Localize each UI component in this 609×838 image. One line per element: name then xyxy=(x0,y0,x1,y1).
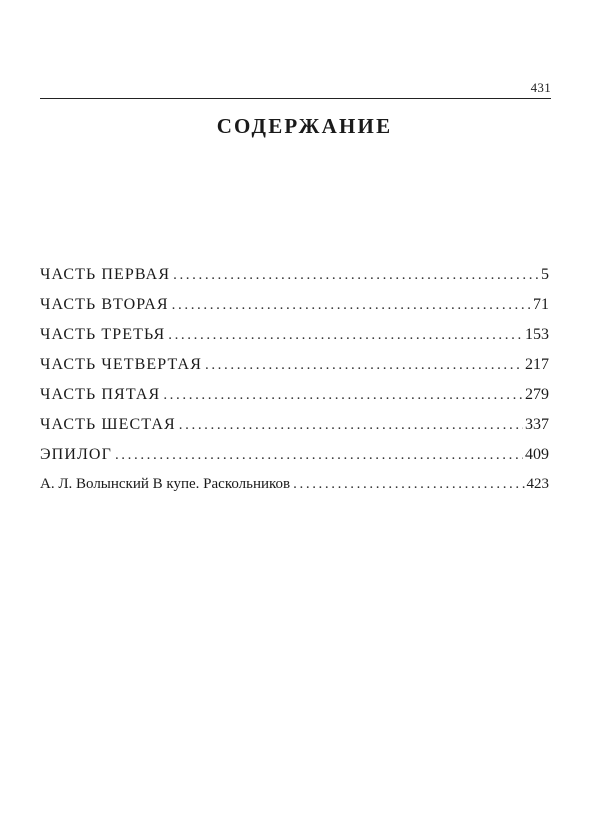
toc-entry-epilogue[interactable] xyxy=(40,446,549,476)
toc-entry-label: ЧАСТЬ ШЕСТАЯ xyxy=(40,416,176,433)
page-title: СОДЕРЖАНИЕ xyxy=(216,114,393,138)
header-rule xyxy=(40,98,551,99)
table-of-contents xyxy=(40,266,549,506)
toc-entry-part-3[interactable] xyxy=(40,326,549,356)
toc-entry-page: 71 xyxy=(533,296,549,313)
toc-entry-page: 279 xyxy=(525,386,549,403)
toc-entry-label: А. Л. Волынский В купе. Раскольников xyxy=(40,476,291,492)
toc-entry-page: 423 xyxy=(526,476,549,492)
dot-leader xyxy=(179,417,523,434)
toc-entry-page: 409 xyxy=(525,446,549,463)
dot-leader xyxy=(205,357,523,374)
toc-entry-page: 337 xyxy=(525,416,549,433)
toc-entry-part-1[interactable] xyxy=(40,266,549,296)
toc-entry-label: ЧАСТЬ ТРЕТЬЯ xyxy=(40,326,166,343)
toc-entry-page: 217 xyxy=(525,356,549,373)
toc-entry-volynsky-article[interactable] xyxy=(40,476,549,506)
dot-leader xyxy=(163,387,523,404)
toc-entry-label: ЧАСТЬ ПЕРВАЯ xyxy=(40,266,171,283)
toc-entry-label: ЧАСТЬ ВТОРАЯ xyxy=(40,296,169,313)
page-number: 431 xyxy=(530,80,551,95)
dot-leader xyxy=(168,327,523,344)
toc-entry-part-4[interactable] xyxy=(40,356,549,386)
toc-entry-page: 153 xyxy=(525,326,549,343)
toc-entry-label: ЭПИЛОГ xyxy=(40,446,112,463)
dot-leader xyxy=(293,476,524,493)
toc-entry-part-5[interactable] xyxy=(40,386,549,416)
toc-entry-part-2[interactable] xyxy=(40,296,549,326)
toc-entry-part-6[interactable] xyxy=(40,416,549,446)
toc-entry-page: 5 xyxy=(541,266,549,283)
dot-leader xyxy=(115,447,523,464)
dot-leader xyxy=(173,267,539,284)
toc-entry-label: ЧАСТЬ ЧЕТВЕРТАЯ xyxy=(40,356,202,373)
dot-leader xyxy=(172,297,531,314)
toc-entry-label: ЧАСТЬ ПЯТАЯ xyxy=(40,386,161,403)
